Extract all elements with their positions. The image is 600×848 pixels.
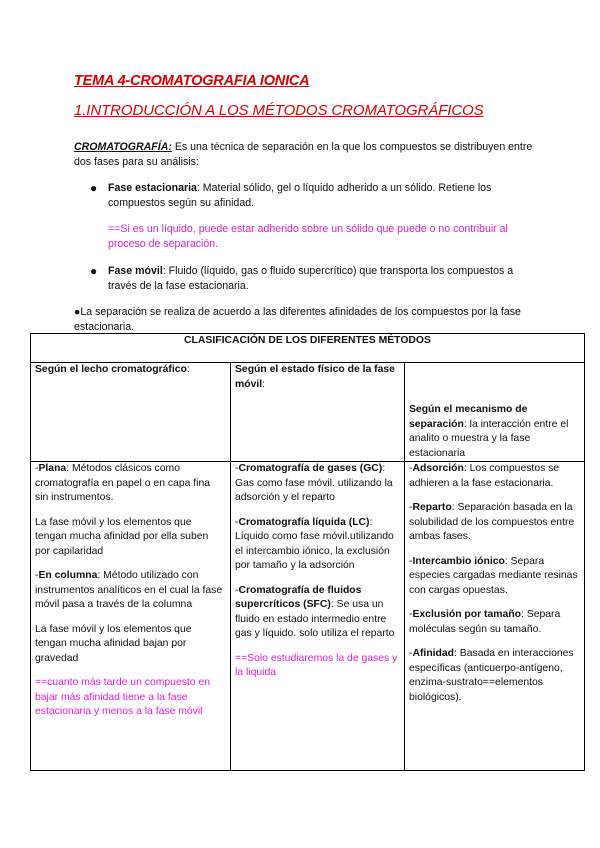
- item-lc: -Cromatografía líquida (LC): Líquido como fase móvil.utilizando el intercambio iónico, la exclusión por tamaño y la adsorción: [235, 516, 394, 571]
- cell-lecho: [31, 462, 231, 771]
- column-header-rest: :: [262, 378, 266, 390]
- table-header-row: [31, 334, 585, 363]
- item-label: Cromatografía de gases (GC): [238, 463, 383, 474]
- item-intercambio: -Intercambio iónico: Separa especies cargadas mediante resinas con cargas opuestas.: [409, 555, 578, 596]
- pink-note-afinidad: ==cuanto más tarde un compuesto en bajar más afinidad tiene a la fase estacionaria y menos a la fase móvil: [35, 677, 211, 717]
- column-header-rest: : la interacción entre el analito o muestra y la fase estacionaria: [409, 418, 569, 459]
- column-header-bold: Según el lecho cromatográfico: [35, 364, 187, 375]
- item-label: En columna: [38, 570, 98, 581]
- item-text: : Los compuestos se adhieren a la fase estacionaria.: [409, 463, 560, 489]
- bullet-fase-movil: [90, 264, 528, 294]
- item-plana-note: La fase móvil y los elementos que tengan mucha afinidad por ella suben por capilaridad: [35, 516, 209, 557]
- item-text: : Separa especies cargadas mediante resinas con cargas opuestas.: [409, 555, 578, 596]
- page-title: TEMA 4-CROMATOGRAFIA IONICA: [74, 73, 310, 89]
- item-label: Cromatografía de fluidos supercríticos (SFC): [235, 584, 362, 610]
- item-plana: -Plana: Métodos clásicos como cromatografía en papel o en capa fina sin instrumentos.: [35, 463, 211, 503]
- definition-term: CROMATOGRAFÍA:: [74, 141, 172, 153]
- separation-paragraph: ●La separación se realiza de acuerdo a las diferentes afinidades de los compuestos por la fase estacionaria.: [74, 306, 521, 333]
- column-header-mecanismo: [405, 363, 585, 462]
- item-text: : Separación basada en la solubilidad de los compuestos entre ambas fases.: [409, 502, 575, 542]
- definition-paragraph: [74, 140, 544, 170]
- item-text: : Se usa un fluido en estado intermedio entre gas y líquido. solo utiliza el reparto: [235, 599, 395, 639]
- item-exclusion: -Exclusión por tamaño: Separa moléculas según su tamaño.: [409, 609, 561, 635]
- bullet-text: : Fluido (líquido, gas o fluido supercrítico) que transporta los compuestos a través de la fase estacionaria.: [108, 265, 514, 292]
- classification-table: [30, 333, 585, 771]
- column-header-bold: Según el estado físico de la fase móvil: [235, 364, 395, 390]
- definition-text: Es una técnica de separación en la que los compuestos se distribuyen entre dos fases para su análisis:: [74, 141, 533, 168]
- item-label: Reparto: [412, 502, 452, 513]
- item-sfc: -Cromatografía de fluidos supercríticos (SFC): Se usa un fluido en estado intermedio entre gas y líquido. solo utiliza el reparto: [235, 584, 395, 639]
- table-body-row: [31, 462, 585, 771]
- item-columna-note: La fase móvil y los elementos que tengan mucha afinidad bajan por gravedad: [35, 623, 192, 664]
- column-header-rest: :: [186, 364, 190, 375]
- item-gc: -Cromatografía de gases (GC): Gas como fase móvil. utilizando la adsorción y el reparto: [235, 463, 393, 503]
- bullet-fase-estacionaria: [90, 181, 528, 211]
- bullet-label: Fase móvil: [108, 265, 163, 277]
- column-header-estado: [231, 363, 405, 462]
- table-header: CLASIFICACIÓN DE LOS DIFERENTES MÉTODOS: [31, 334, 585, 363]
- section-heading: 1.INTRODUCCIÓN A LOS MÉTODOS CROMATOGRÁFICOS: [74, 102, 484, 119]
- pink-note-estudio: ==Solo estudiaremos la de gases y la liquida: [235, 652, 398, 678]
- item-label: Exclusión por tamaño: [412, 609, 522, 620]
- item-label: Cromatografía líquida (LC): [238, 516, 370, 528]
- column-header-lecho: [31, 363, 231, 462]
- item-reparto: -Reparto: Separación basada en la solubilidad de los compuestos entre ambas fases.: [409, 502, 575, 542]
- item-label: Intercambio iónico: [412, 555, 505, 567]
- table-column-row: [31, 363, 585, 462]
- item-text: : Gas como fase móvil. utilizando la adsorción y el reparto: [235, 463, 393, 503]
- item-text: : Líquido como fase móvil.utilizando el intercambio iónico, la exclusión por tamaño y la adsorción: [235, 516, 394, 571]
- item-afinidad: -Afinidad: Basada en interacciones específicas (anticuerpo-antígeno, enzima-sustrato==elementos biológicos).: [409, 648, 574, 703]
- cell-estado: [231, 462, 405, 771]
- item-text: : Método utilizado con instrumentos analíticos en el cual la fase móvil pasa a través de la columna: [35, 570, 223, 610]
- item-label: Plana: [38, 463, 67, 474]
- note-liquid: ==Si es un líquido, puede estar adherido sobre un sólido que puede o no contribuir al proceso de separación.: [108, 223, 508, 250]
- column-header-bold: Según el mecanismo de separación: [409, 404, 528, 430]
- bullet-dot: ●: [90, 264, 98, 278]
- item-adsorcion: -Adsorción: Los compuestos se adhieren a la fase estacionaria.: [409, 463, 560, 489]
- bullet-label: Fase estacionaria: [108, 182, 197, 194]
- item-text: : Métodos clásicos como cromatografía en papel o en capa fina sin instrumentos.: [35, 463, 211, 503]
- cell-mecanismo: [405, 462, 585, 771]
- item-label: Adsorción: [412, 463, 464, 474]
- item-columna: -En columna: Método utilizado con instrumentos analíticos en el cual la fase móvil pasa a través de la columna: [35, 570, 223, 610]
- item-text: : Separa moléculas según su tamaño.: [409, 609, 561, 635]
- bullet-dot: ●: [90, 181, 98, 195]
- item-text: : Basada en interacciones específicas (anticuerpo-antígeno, enzima-sustrato==elementos biológicos).: [409, 648, 574, 703]
- item-label: Afinidad: [412, 648, 455, 659]
- bullet-text: : Material sólido, gel o líquido adherido a un sólido. Retiene los compuestos según su afinidad.: [108, 182, 492, 209]
